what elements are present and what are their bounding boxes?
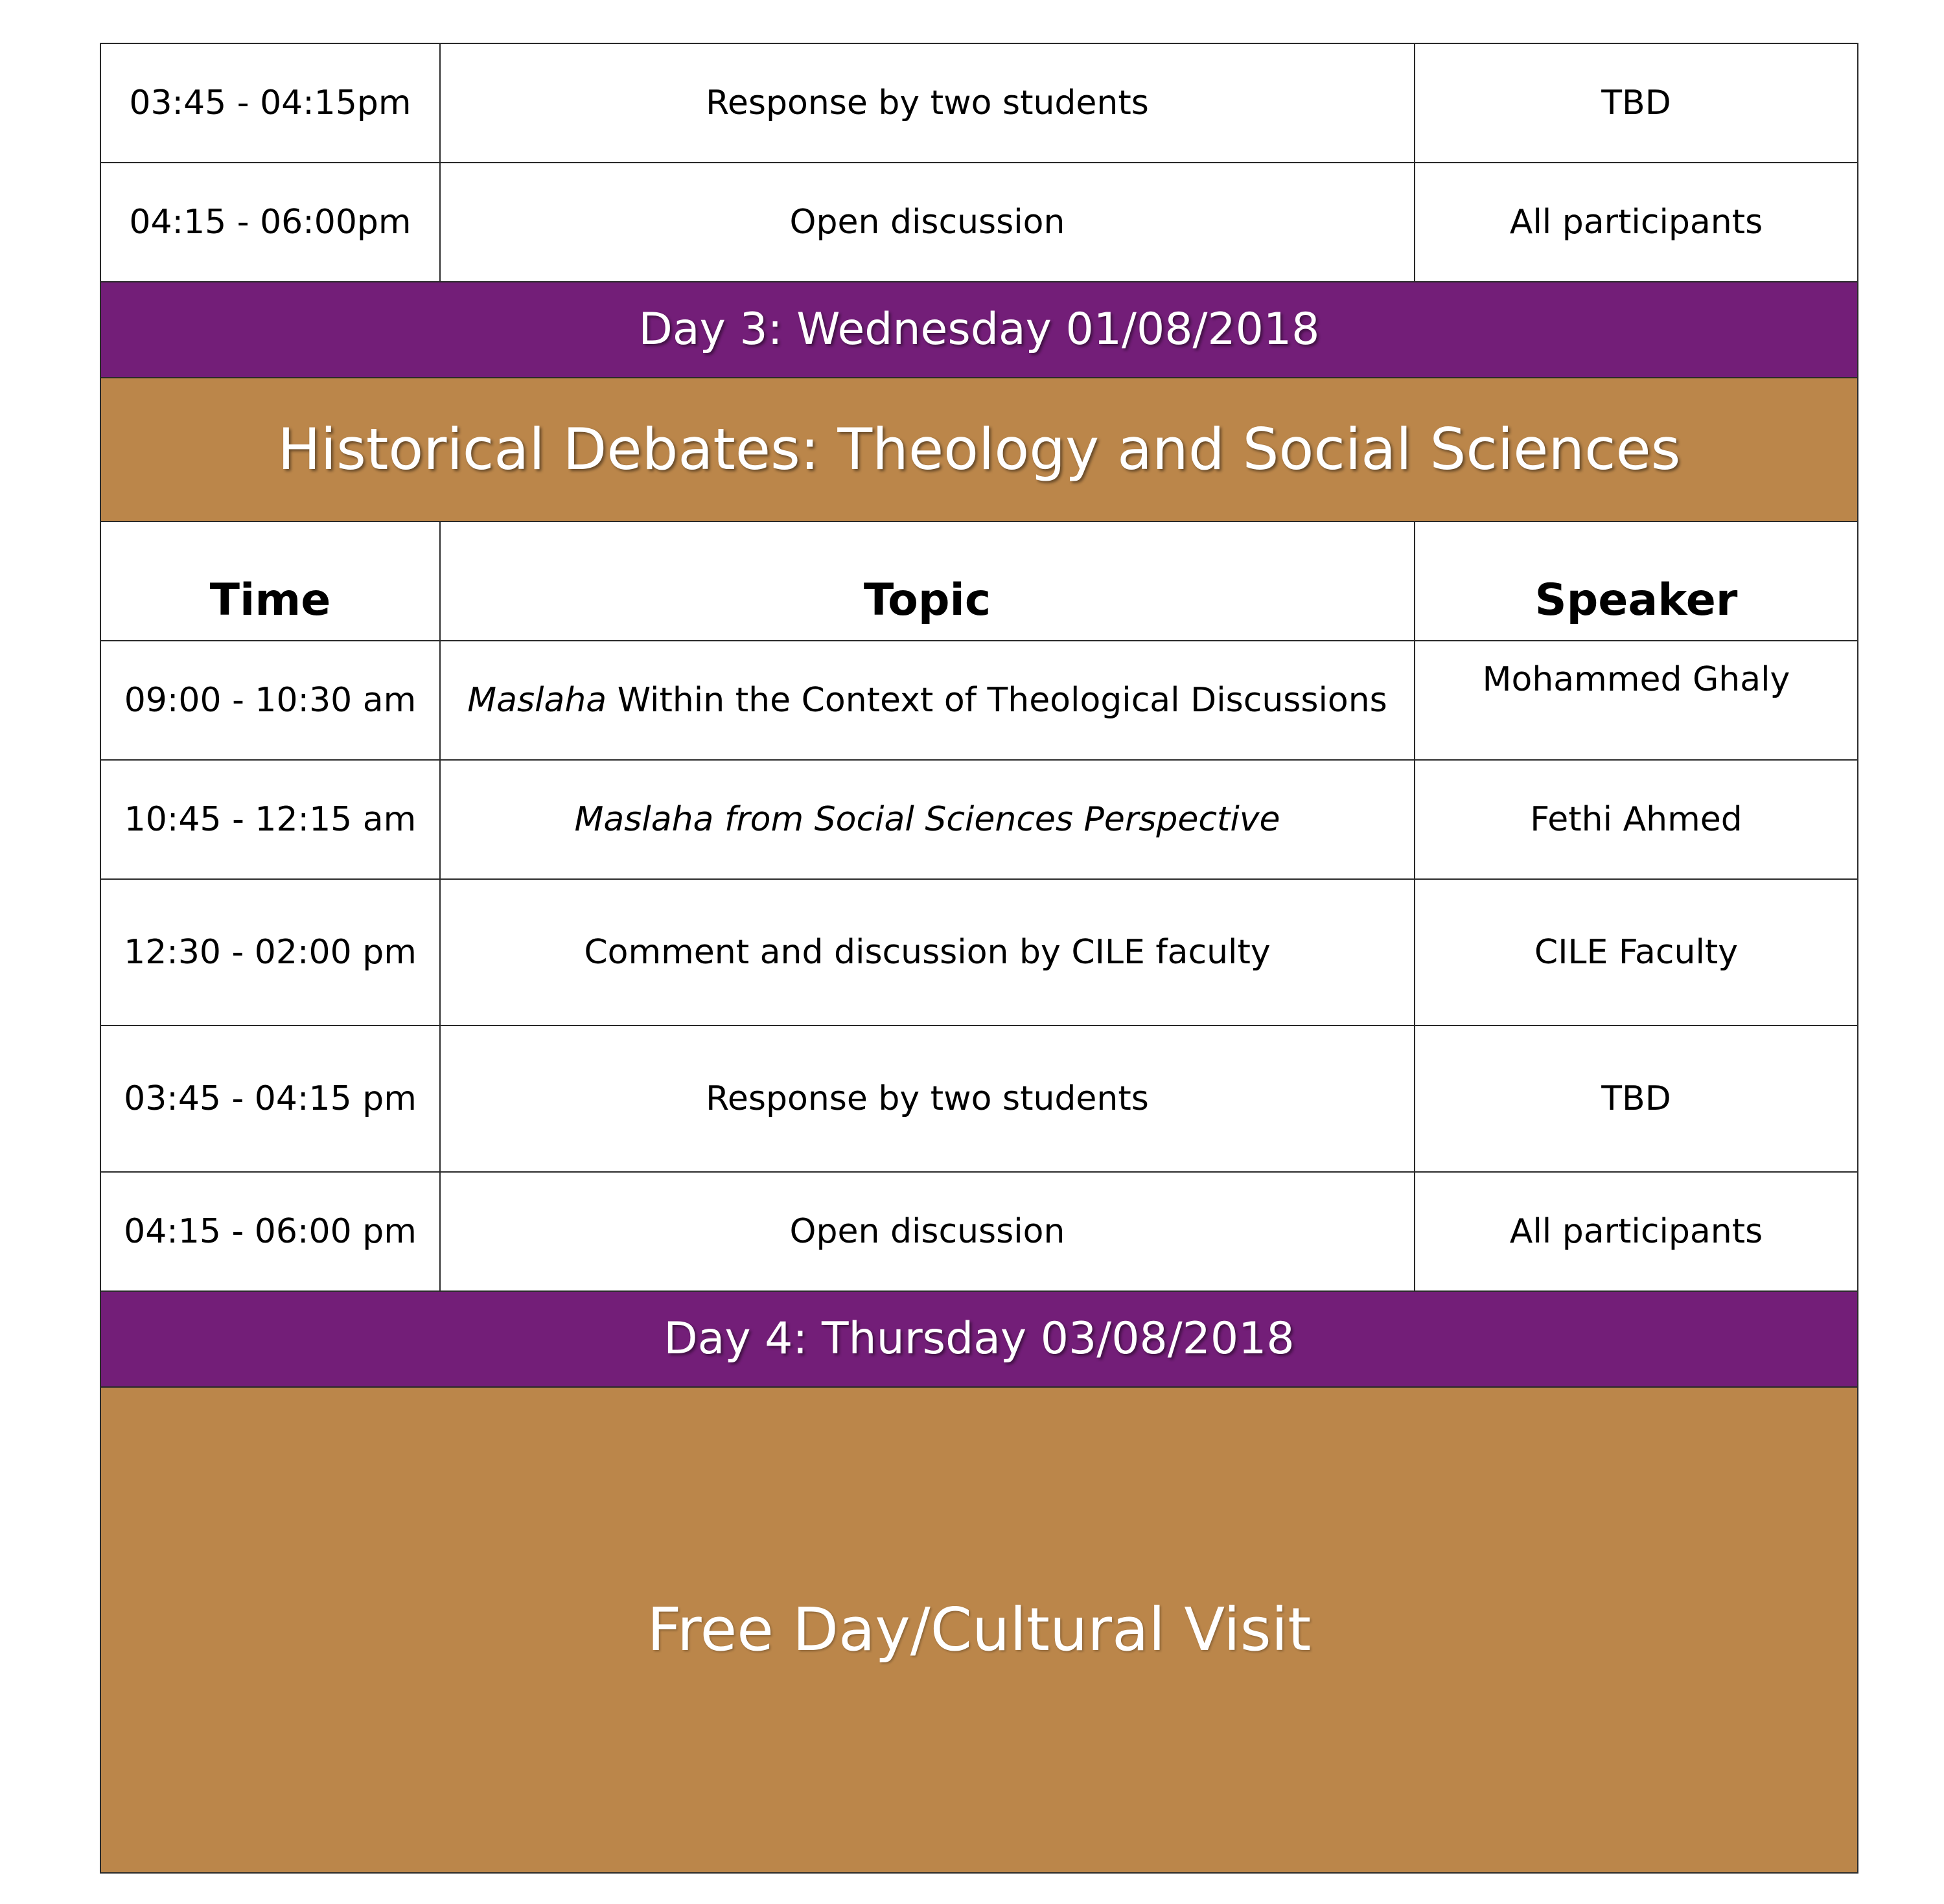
speaker-cell: TBD [1415, 1026, 1858, 1172]
day-3-theme: Historical Debates: Theology and Social Sciences [100, 378, 1858, 522]
speaker-cell: CILE Faculty [1415, 879, 1858, 1026]
day-header-row [100, 282, 1858, 378]
topic-cell: Response by two students [440, 1026, 1415, 1172]
topic-cell: Maslaha from Social Sciences Perspective [440, 760, 1415, 879]
topic-cell: Response by two students [440, 43, 1415, 163]
free-day-row [100, 1387, 1858, 1873]
speaker-cell: TBD [1415, 43, 1858, 163]
day-header-row [100, 1291, 1858, 1387]
topic-cell: Open discussion [440, 163, 1415, 282]
schedule-row [100, 1026, 1858, 1172]
schedule-row [100, 641, 1858, 760]
topic-cell: Open discussion [440, 1172, 1415, 1291]
time-cell: 04:15 - 06:00pm [100, 163, 440, 282]
time-column-header: Time [100, 522, 440, 641]
topic-emphasis: Maslaha [467, 680, 607, 720]
speaker-cell: All participants [1415, 1172, 1858, 1291]
speaker-cell: All participants [1415, 163, 1858, 282]
schedule-row [100, 1172, 1858, 1291]
topic-cell [440, 641, 1415, 760]
program-schedule-table [100, 43, 1858, 1874]
topic-column-header: Topic [440, 522, 1415, 641]
time-cell: 04:15 - 06:00 pm [100, 1172, 440, 1291]
topic-cell: Comment and discussion by CILE faculty [440, 879, 1415, 1026]
time-cell: 03:45 - 04:15pm [100, 43, 440, 163]
time-cell: 03:45 - 04:15 pm [100, 1026, 440, 1172]
schedule-row [100, 879, 1858, 1026]
day-4-activity: Free Day/Cultural Visit [100, 1387, 1858, 1873]
day-3-title: Day 3: Wednesday 01/08/2018 [100, 282, 1858, 378]
topic-text: Within the Context of Theological Discussions [607, 680, 1387, 720]
time-cell: 09:00 - 10:30 am [100, 641, 440, 760]
schedule-row [100, 43, 1858, 163]
column-header-row [100, 522, 1858, 641]
day-4-title: Day 4: Thursday 03/08/2018 [100, 1291, 1858, 1387]
speaker-cell: Mohammed Ghaly [1415, 641, 1858, 760]
speaker-column-header: Speaker [1415, 522, 1858, 641]
time-cell: 10:45 - 12:15 am [100, 760, 440, 879]
time-cell: 12:30 - 02:00 pm [100, 879, 440, 1026]
schedule-row [100, 760, 1858, 879]
schedule-row [100, 163, 1858, 282]
theme-row [100, 378, 1858, 522]
speaker-cell: Fethi Ahmed [1415, 760, 1858, 879]
